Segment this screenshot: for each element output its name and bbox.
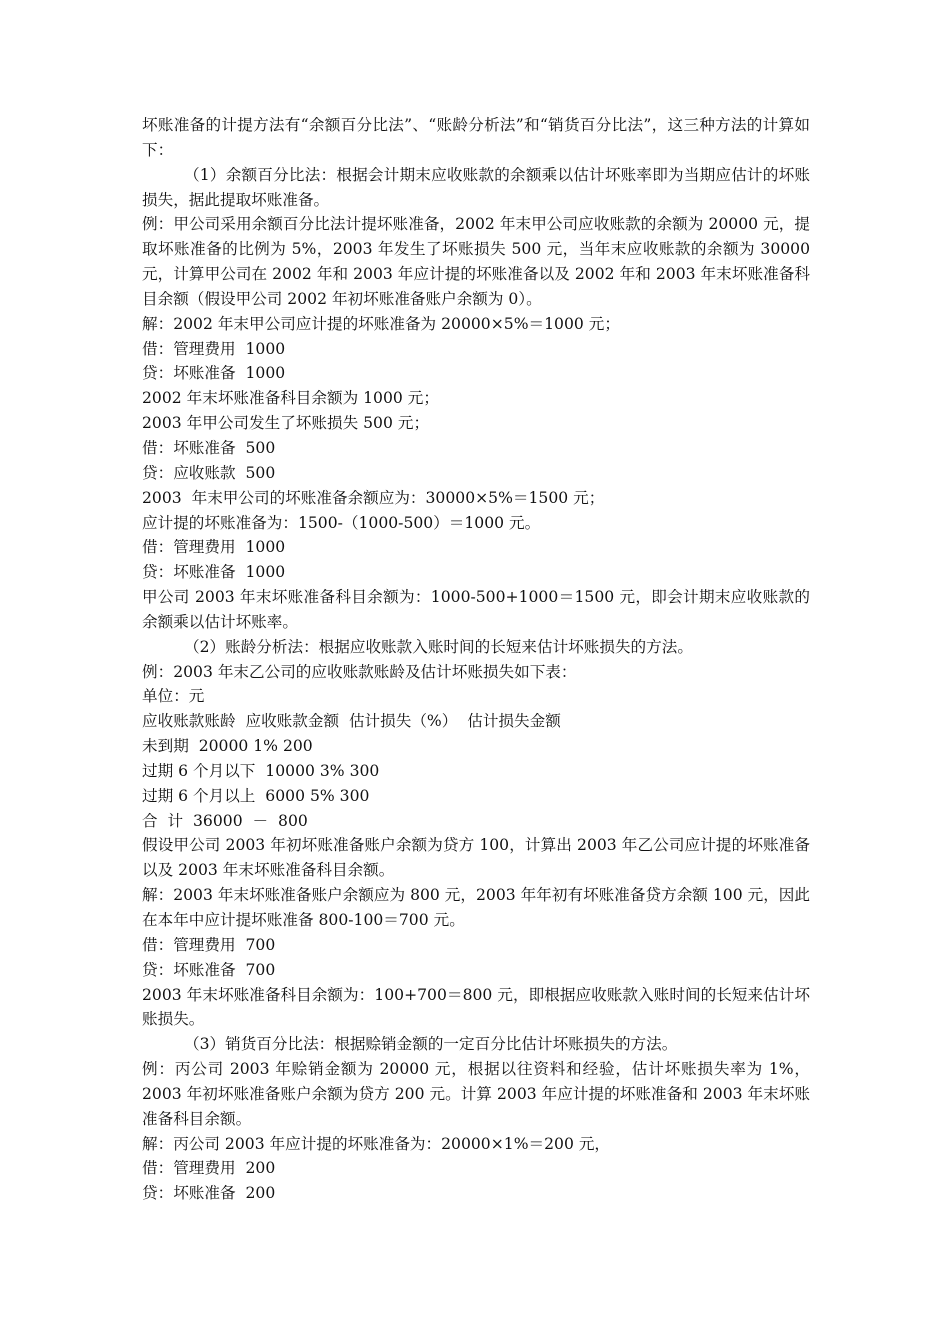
paragraph-8: 2003 年甲公司发生了坏账损失 500 元；	[142, 414, 430, 433]
paragraph-14: 贷：坏账准备 1000	[142, 563, 286, 582]
paragraph-33: 贷：坏账准备 200	[142, 1184, 276, 1203]
paragraph-18: 单位：元	[142, 687, 205, 706]
document-body	[142, 113, 810, 1206]
paragraph-22: 过期 6 个月以上 6000 5% 300	[142, 786, 370, 805]
paragraph-26: 借：管理费用 700	[142, 935, 276, 954]
paragraph-11: 2003 年末甲公司的坏账准备余额应为：30000×5%＝1500 元；	[142, 488, 605, 507]
paragraph-29: （3）销货百分比法：根据赊销金额的一定百分比估计坏账损失的方法。	[184, 1035, 678, 1054]
paragraph-4: 解：2002 年末甲公司应计提的坏账准备为 20000×5%＝1000 元；	[142, 314, 620, 333]
paragraph-21: 过期 6 个月以下 10000 3% 300	[142, 761, 380, 780]
paragraph-3: 例：甲公司采用余额百分比法计提坏账准备，2002 年末甲公司应收账款的余额为 20000 元，提取坏账准备的比例为 5%，2003 年发生了坏账损失 500 元，当年末应收账款的余额为 30000 元，计算甲公司在 2002 年和 2003 年应计提的坏账准备以及 2002 年和 2003 年末坏账准备科目余额（假设甲公司 2002 年初坏账准备账户余额为 0）。	[142, 215, 810, 308]
paragraph-6: 贷：坏账准备 1000	[142, 364, 286, 383]
paragraph-30: 例：丙公司 2003 年赊销金额为 20000 元，根据以往资料和经验，估计坏账损失率为 1%，2003 年初坏账准备账户余额为贷方 200 元。计算 2003 年应计提的坏账准备和 2003 年末坏账准备科目余额。	[142, 1060, 810, 1128]
paragraph-5: 借：管理费用 1000	[142, 339, 286, 358]
paragraph-16: （2）账龄分析法：根据应收账款入账时间的长短来估计坏账损失的方法。	[184, 637, 693, 656]
paragraph-10: 贷：应收账款 500	[142, 463, 276, 482]
paragraph-23: 合 计 36000 － 800	[142, 811, 308, 830]
paragraph-9: 借：坏账准备 500	[142, 438, 276, 457]
paragraph-25: 解：2003 年末坏账准备账户余额应为 800 元，2003 年年初有坏账准备贷方余额 100 元，因此在本年中应计提坏账准备 800-100＝700 元。	[142, 886, 810, 929]
paragraph-20: 未到期 20000 1% 200	[142, 737, 313, 756]
paragraph-17: 例：2003 年末乙公司的应收账款账龄及估计坏账损失如下表：	[142, 662, 577, 681]
paragraph-15: 甲公司 2003 年末坏账准备科目余额为：1000-500+1000＝1500 元，即会计期末应收账款的余额乘以估计坏账率。	[142, 588, 810, 631]
paragraph-32: 借：管理费用 200	[142, 1159, 276, 1178]
paragraph-31: 解：丙公司 2003 年应计提的坏账准备为：20000×1%＝200 元，	[142, 1134, 611, 1153]
paragraph-24: 假设甲公司 2003 年初坏账准备账户余额为贷方 100，计算出 2003 年乙公司应计提的坏账准备以及 2003 年末坏账准备科目余额。	[142, 836, 810, 880]
paragraph-28: 2003 年末坏账准备科目余额为：100+700＝800 元，即根据应收账款入账时间的长短来估计坏账损失。	[142, 985, 810, 1029]
paragraph-27: 贷：坏账准备 700	[142, 960, 276, 979]
paragraph-7: 2002 年末坏账准备科目余额为 1000 元；	[142, 389, 439, 408]
paragraph-1: 坏账准备的计提方法有“余额百分比法”、“账龄分析法”和“销货百分比法”，这三种方法的计算如下：	[142, 116, 810, 159]
paragraph-2: （1）余额百分比法：根据会计期末应收账款的余额乘以估计坏账率即为当期应估计的坏账损失，据此提取坏账准备。	[142, 165, 810, 209]
paragraph-12: 应计提的坏账准备为：1500-（1000-500）＝1000 元。	[142, 513, 541, 532]
paragraph-19: 应收账款账龄 应收账款金额 估计损失（%） 估计损失金额	[142, 712, 561, 731]
paragraph-13: 借：管理费用 1000	[142, 538, 286, 557]
